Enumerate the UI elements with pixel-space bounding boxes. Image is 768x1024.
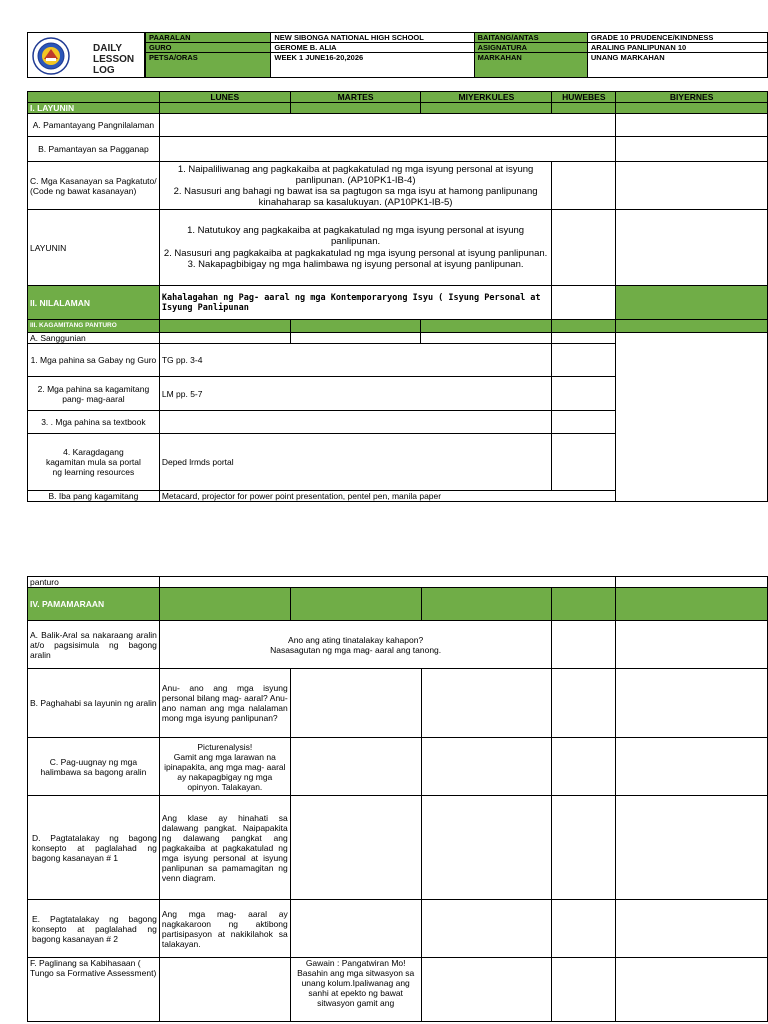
grade-label: BAITANG/ANTAS [474,33,587,43]
title-line-3: LOG [93,65,115,76]
lesson-log-header [27,32,768,78]
day-thursday: HUWEBES [552,92,616,103]
kagamitan-section-row [28,320,768,333]
day-friday: BIYERNES [616,92,768,103]
quarter-label: MARKAHAN [474,53,587,78]
row-paghahabi [28,669,768,738]
layunin-text [159,210,551,286]
layunin-2: 2. Nasusuri ang pagkakaiba at pagkakatulad ng mga isyung personal at isyung panlipunan. [163,247,548,259]
paghahabi-text: Anu- ano ang mga isyung personal bilang mag- aaral? Anu- ano naman ang mga nalalaman mong mga isyung panlipunan? [159,669,290,738]
day-wednesday: MIYERKULES [421,92,552,103]
label-karagdagang-kagamitan: 4. Karagdagang kagamitan mula sa portal ng learning resources [28,434,160,491]
layunin-section-row [28,103,768,114]
label-paghahabi: B. Paghahabi sa layunin ng aralin [28,669,160,738]
daily-lesson-log-title [93,43,134,76]
row-pamantayan-sa-pagganap [28,137,768,162]
label-gabay-ng-guro: 1. Mga pahina sa Gabay ng Guro [28,344,160,377]
pamamaraan-section-row [28,588,768,621]
label-sanggunian: A. Sanggunian [28,333,160,344]
corner-cell [28,92,160,103]
subject-value: ARALING PANLIPUNAN 10 [587,43,767,53]
label-panturo: panturo [28,577,160,588]
label-pag-uugnay: C. Pag-uugnay ng mga halimbawa sa bagong aralin [28,738,160,796]
value-karagdagang-kagamitan: Deped lrmds portal [159,434,551,491]
date-label: PETSA/ORAS [146,53,271,78]
deped-seal-icon [31,37,71,75]
layunin-3: 3. Nakapagbibigay ng mga halimbawa ng isyung personal at isyung panlipunan. [187,259,524,270]
label-pagtatalakay-2: E. Pagtatalakay ng bagong konsepto at paglalahad ng bagong kasanayan # 2 [28,900,160,958]
label-iba-pang-kagamitan: B. Iba pang kagamitang [28,491,160,502]
value-iba-pang-kagamitan: Metacard, projector for power point presentation, pentel pen, manila paper [159,491,615,502]
picturenalysis-text: Gamit ang mga larawan na ipinapakita, ang mga mag- aaral ay nakapagbigay ng mga opinyon. Talakayan. [164,751,286,792]
label-textbook: 3. . Mga pahina sa textbook [28,411,160,434]
school-value: NEW SIBONGA NATIONAL HIGH SCHOOL [271,33,474,43]
section-kagamitan: III. KAGAMITANG PANTURO [28,320,160,333]
date-value: WEEK 1 JUNE16-20,2026 [271,53,474,78]
row-pagtatalakay-1 [28,796,768,900]
title-line-2: LESSON [93,54,135,65]
day-header-row [28,92,768,103]
label-kasanayan: C. Mga Kasanayan sa Pagkatuto/ (Code ng bawat kasanayan) [28,162,160,210]
label-pagtatalakay-1: D. Pagtatalakay ng bagong konsepto at paglalahad ng bagong kasanayan # 1 [28,796,160,900]
kasanayan-1: 1. Naipaliliwanag ang pagkakaiba at pagkakatulad ng mga isyung personal at isyung panlipunan. (AP10PK1-IB-4) [177,163,534,186]
value-gabay-ng-guro: TG pp. 3-4 [159,344,551,377]
value-kagamitang-mag-aaral: LM pp. 5-7 [159,377,551,411]
day-tuesday: MARTES [290,92,421,103]
nilalaman-title: Kahalagahan ng Pag- aaral ng mga Kontemporaryong Isyu ( Isyung Personal at Isyung Panlipunan [159,286,551,320]
label-pamantayang-pangnilalaman: A. Pamantayang Pangnilalaman [28,114,160,137]
title-line-1: DAILY [93,43,123,54]
grade-value: GRADE 10 PRUDENCE/KINDNESS [587,33,767,43]
row-balik-aral [28,621,768,669]
row-layunin [28,210,768,286]
pagtatalakay-1-text: Ang klase ay hinahati sa dalawang pangkat. Naipapakita ng dalawang pangkat ang pagkakaiba at pagkakatulad ng mga isyung personal at isyung panlipunan sa pamamagitan ng venn diagram. [159,796,290,900]
teacher-label: GURO [146,43,271,53]
balik-aral-question: Ano ang ating tinatalakay kahapon? [288,634,424,645]
balik-aral-answer: Nasasagutan ng mga mag- aaral ang tanong. [270,644,442,655]
label-layunin: LAYUNIN [28,210,160,286]
section-layunin: I. LAYUNIN [28,103,160,114]
label-pamantayan-sa-pagganap: B. Pamantayan sa Pagganap [28,137,160,162]
label-kagamitang-mag-aaral: 2. Mga pahina sa kagamitang pang- mag-aaral [28,377,160,411]
row-pag-uugnay [28,738,768,796]
kasanayan-text [159,162,551,210]
paglinang-text: Gawain : Pangatwiran Mo! Basahin ang mga sitwasyon sa unang kolum.Ipaliwanag ang sanhi at epekto ng bawat sitwasyon gamit ang [290,958,421,1022]
section-nilalaman: II. NILALAMAN [28,286,160,320]
day-monday: LUNES [159,92,290,103]
picturenalysis-title: Picturenalysis! [197,741,253,752]
layunin-1: 1. Natutukoy ang pagkakaiba at pagkakatulad ng mga isyung personal at isyung panlipunan. [187,224,525,247]
row-sanggunian [28,333,768,344]
logo-cell [27,32,145,78]
row-nilalaman [28,286,768,320]
kasanayan-2: 2. Nasusuri ang bahagi ng bawat isa sa pagtugon sa mga isyu at hamong panlipunang kinahaharap sa kasalukuyan. (AP10PK1-IB-5) [173,185,538,208]
row-pagtatalakay-2 [28,900,768,958]
row-pamantayang-pangnilalaman [28,114,768,137]
row-kasanayan [28,162,768,210]
lesson-plan-table [27,91,768,502]
lesson-plan-table-continued [27,576,768,1022]
subject-label: ASIGNATURA [474,43,587,53]
balik-aral-text [159,621,551,669]
row-panturo-continued [28,577,768,588]
pagtatalakay-2-text: Ang mga mag- aaral ay nagkakaroon ng aktibong partisipasyon at nakikilahok sa talakayan. [159,900,290,958]
quarter-value: UNANG MARKAHAN [587,53,767,78]
value-textbook [159,411,551,434]
pag-uugnay-text [159,738,290,796]
label-paglinang: F. Paglinang sa Kabihasaan ( Tungo sa Formative Assessment) [28,958,160,1022]
section-pamamaraan: IV. PAMAMARAAN [28,588,160,621]
label-balik-aral: A. Balik-Aral sa nakaraang aralin at/o pagsisimula ng bagong aralin [28,621,160,669]
row-paglinang [28,958,768,1022]
teacher-value: GEROME B. ALIA [271,43,474,53]
school-label: PAARALAN [146,33,271,43]
header-info-table [145,32,768,78]
